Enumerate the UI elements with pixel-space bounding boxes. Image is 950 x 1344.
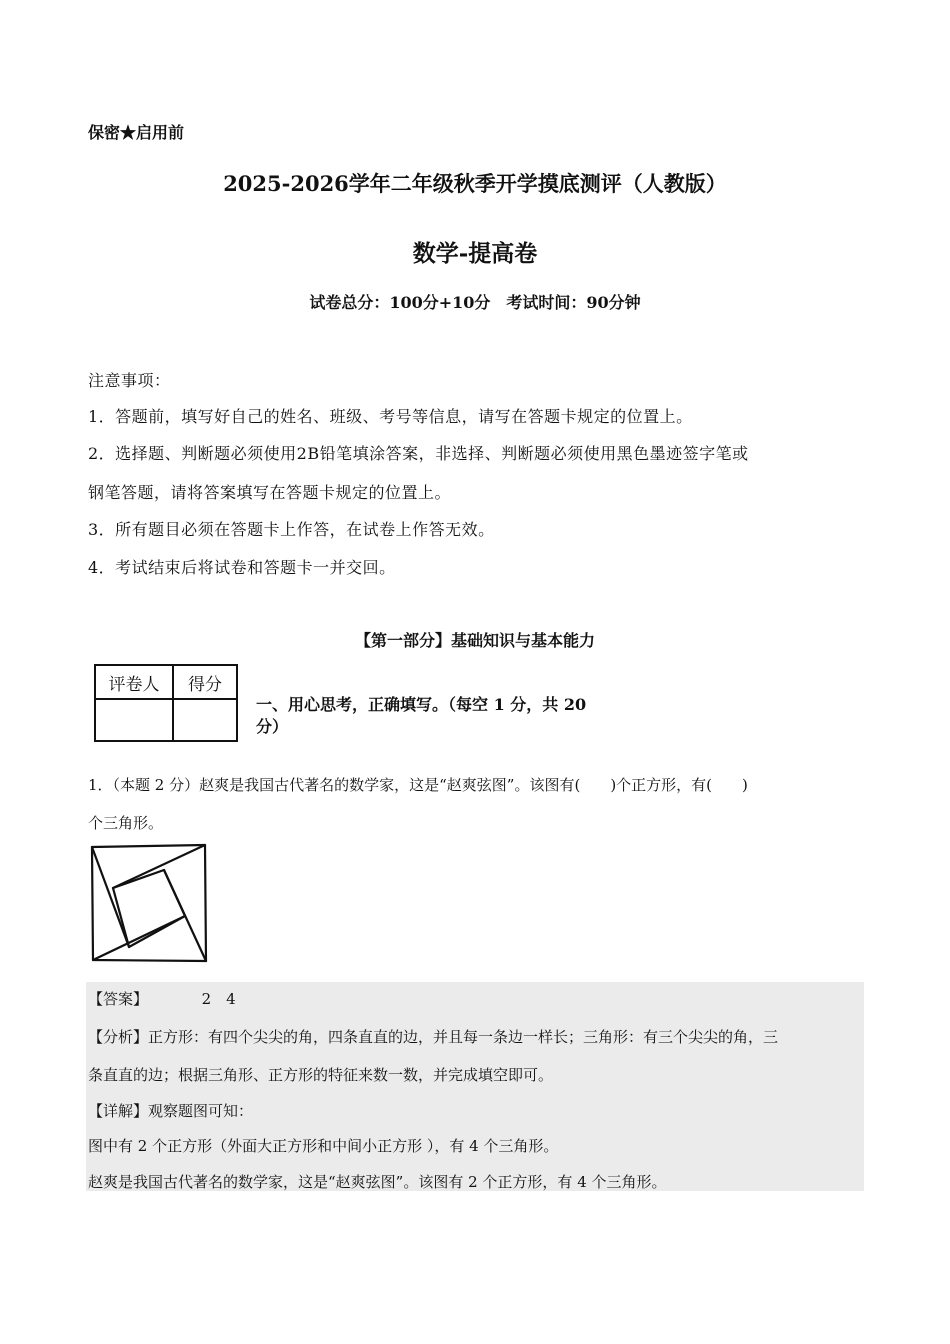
diagram-line xyxy=(92,847,129,947)
note-item-2-cont: 钢笔答题，请将答案填写在答题卡规定的位置上。 xyxy=(88,483,452,502)
answer-panel xyxy=(86,982,864,1191)
outer-square xyxy=(92,845,206,961)
score-time-line: 试卷总分：100分+10分 考试时间：90分钟 xyxy=(309,293,641,312)
section-title xyxy=(256,694,656,738)
score-header: 得分 xyxy=(173,665,237,699)
zhao-shuang-diagram xyxy=(89,843,209,965)
answer-values: 2 4 xyxy=(201,990,236,1008)
note-item-3: 3．所有题目必须在答题卡上作答，在试卷上作答无效。 xyxy=(88,520,495,539)
score-cell xyxy=(173,699,237,741)
part-heading: 【第一部分】基础知识与基本能力 xyxy=(354,631,595,650)
question-1-line1: 1．（本题 2 分）赵爽是我国古代著名的数学家，这是“赵爽弦图”。该图有( )个正方形，有( ) xyxy=(88,776,748,794)
section-title-line2: 分） xyxy=(256,717,289,736)
note-item-2: 2．选择题、判断题必须使用2B铅笔填涂答案，非选择、判断题必须使用黑色墨迹签字笔或 xyxy=(88,444,749,463)
diagram-line xyxy=(113,845,205,888)
analysis-line1: 【分析】正方形：有四个尖尖的角，四条直直的边，并且每一条边一样长；三角形：有三个尖尖的角，三 xyxy=(88,1028,779,1046)
answer-label: 【答案】 xyxy=(88,990,149,1008)
note-item-4: 4．考试结束后将试卷和答题卡一并交回。 xyxy=(88,558,396,577)
grader-header: 评卷人 xyxy=(95,665,173,699)
note-item-1: 1．答题前，填写好自己的姓名、班级、考号等信息，请写在答题卡规定的位置上。 xyxy=(88,407,693,426)
grader-cell xyxy=(95,699,173,741)
question-1-line2: 个三角形。 xyxy=(88,814,164,832)
answer-line xyxy=(88,988,236,1009)
confidential-label: 保密★启用前 xyxy=(88,123,185,142)
detail-line2: 赵爽是我国古代著名的数学家，这是“赵爽弦图”。该图有 2 个正方形，有 4 个三角形。 xyxy=(88,1173,667,1191)
detail-label: 【详解】观察题图可知： xyxy=(88,1102,254,1120)
analysis-line2: 条直直的边；根据三角形、正方形的特征来数一数，并完成填空即可。 xyxy=(88,1066,554,1084)
grader-table xyxy=(94,664,238,742)
exam-subtitle: 数学-提高卷 xyxy=(412,240,538,267)
exam-title: 2025-2026学年二年级秋季开学摸底测评（人教版） xyxy=(223,171,727,196)
section-title-line1: 一、用心思考，正确填写。（每空 1 分，共 20 xyxy=(256,695,587,714)
notes-heading: 注意事项： xyxy=(88,371,171,390)
detail-line1: 图中有 2 个正方形（外面大正方形和中间小正方形 ），有 4 个三角形。 xyxy=(88,1137,559,1155)
